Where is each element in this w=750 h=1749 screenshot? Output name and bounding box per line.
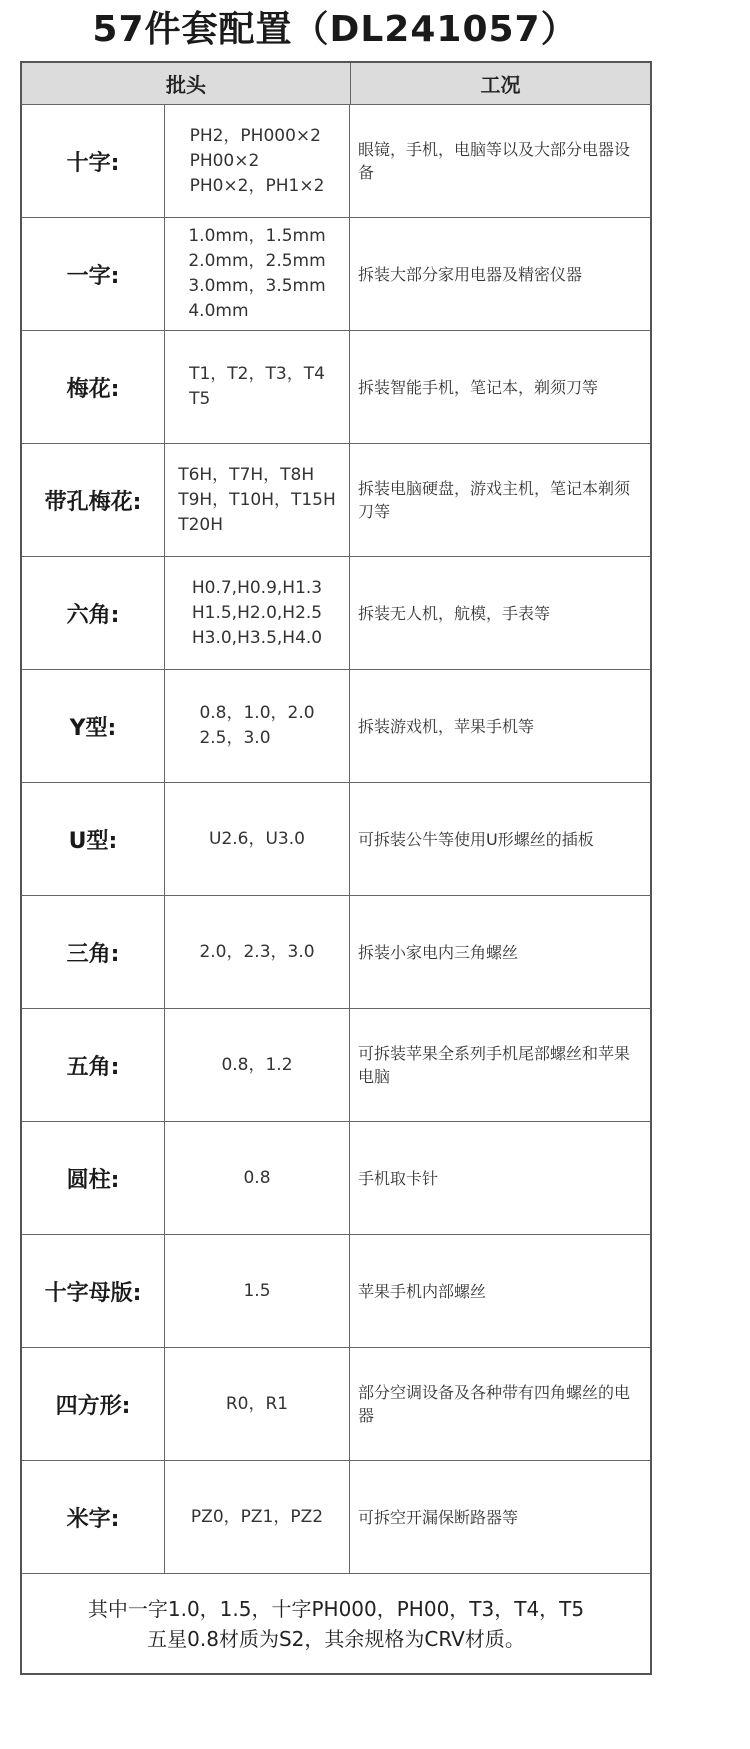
bit-sizes-cell	[165, 1235, 350, 1347]
bit-sizes-cell	[165, 218, 350, 330]
table-row	[22, 1348, 650, 1461]
usage-text: 部分空调设备及各种带有四角螺丝的电器	[358, 1383, 631, 1425]
table-row	[22, 1009, 650, 1122]
table-row	[22, 218, 650, 331]
bit-sizes: 0.8，1.2	[221, 1054, 293, 1075]
spec-table	[20, 61, 652, 1675]
usage-text: 可拆装苹果全系列手机尾部螺丝和苹果电脑	[358, 1044, 631, 1086]
usage-text: 拆装大部分家用电器及精密仪器	[358, 264, 583, 284]
bit-sizes: U2.6，U3.0	[209, 828, 305, 849]
bit-sizes: T6H，T7H，T8H T9H，T10H，T15H T20H	[178, 464, 336, 535]
usage-text: 手机取卡针	[358, 1168, 439, 1188]
bit-type: 三角:	[22, 896, 165, 1008]
bit-type: Y型:	[22, 670, 165, 782]
bit-sizes-cell	[165, 557, 350, 669]
material-note: 其中一字1.0，1.5，十字PH000，PH00，T3，T4，T5 五星0.8材质为S2，其余规格为CRV材质。	[87, 1596, 585, 1651]
bit-type: 十字:	[22, 105, 165, 217]
usage-text: 眼镜，手机，电脑等以及大部分电器设备	[358, 140, 631, 182]
bit-type: 十字母版:	[22, 1235, 165, 1347]
table-row	[22, 670, 650, 783]
table-row	[22, 331, 650, 444]
bit-sizes-cell	[165, 783, 350, 895]
bit-sizes: PH2，PH000×2 PH00×2 PH0×2，PH1×2	[189, 125, 325, 196]
bit-type: 圆柱:	[22, 1122, 165, 1234]
bit-sizes: R0，R1	[225, 1393, 289, 1414]
bit-sizes: 0.8	[243, 1167, 271, 1188]
bit-type: 四方形:	[22, 1348, 165, 1460]
table-row	[22, 896, 650, 1009]
bit-sizes: T1，T2，T3，T4 T5	[189, 364, 325, 409]
usage-text: 拆装游戏机，苹果手机等	[358, 716, 535, 736]
bit-sizes-cell	[165, 331, 350, 443]
table-row	[22, 783, 650, 896]
usage-text: 拆装智能手机，笔记本，剃须刀等	[358, 377, 599, 397]
usage-text: 拆装电脑硬盘，游戏主机，笔记本剃须刀等	[358, 479, 631, 521]
bit-sizes-cell	[165, 1122, 350, 1234]
bit-type: U型:	[22, 783, 165, 895]
table-row	[22, 1122, 650, 1235]
usage-text: 苹果手机内部螺丝	[358, 1281, 487, 1301]
bit-type: 一字:	[22, 218, 165, 330]
table-header	[22, 63, 650, 105]
bit-sizes-cell	[165, 1348, 350, 1460]
bit-sizes-cell	[165, 670, 350, 782]
usage-text: 拆装小家电内三角螺丝	[358, 942, 519, 962]
usage-text: 可拆装公牛等使用U形螺丝的插板	[358, 829, 594, 849]
bit-sizes-cell	[165, 444, 350, 556]
bit-type: 六角:	[22, 557, 165, 669]
bit-type: 带孔梅花:	[22, 444, 165, 556]
header-bits: 批头	[22, 63, 351, 104]
page-title: 57件套配置（DL241057）	[92, 9, 578, 50]
bit-sizes: H0.7,H0.9,H1.3 H1.5,H2.0,H2.5 H3.0,H3.5,H4.0	[191, 577, 323, 648]
table-row	[22, 444, 650, 557]
bit-sizes-cell	[165, 1009, 350, 1121]
header-usage: 工况	[480, 73, 521, 97]
bit-type: 五角:	[22, 1009, 165, 1121]
bit-type: 米字:	[22, 1461, 165, 1573]
bit-sizes: 1.5	[243, 1280, 271, 1301]
usage-text: 拆装无人机，航模，手表等	[358, 603, 551, 623]
bit-sizes-cell	[165, 105, 350, 217]
bit-sizes-cell	[165, 896, 350, 1008]
bit-sizes: 1.0mm，1.5mm 2.0mm，2.5mm 3.0mm，3.5mm 4.0mm	[188, 226, 326, 321]
bit-sizes: 0.8，1.0，2.0 2.5，3.0	[199, 703, 315, 748]
table-row	[22, 1461, 650, 1574]
usage-text: 可拆空开漏保断路器等	[358, 1507, 519, 1527]
table-row	[22, 105, 650, 218]
bit-type: 梅花:	[22, 331, 165, 443]
bit-sizes: 2.0，2.3，3.0	[199, 941, 315, 962]
table-row	[22, 1235, 650, 1348]
bit-sizes-cell	[165, 1461, 350, 1573]
table-row	[22, 557, 650, 670]
bit-sizes: PZ0，PZ1，PZ2	[190, 1506, 324, 1527]
